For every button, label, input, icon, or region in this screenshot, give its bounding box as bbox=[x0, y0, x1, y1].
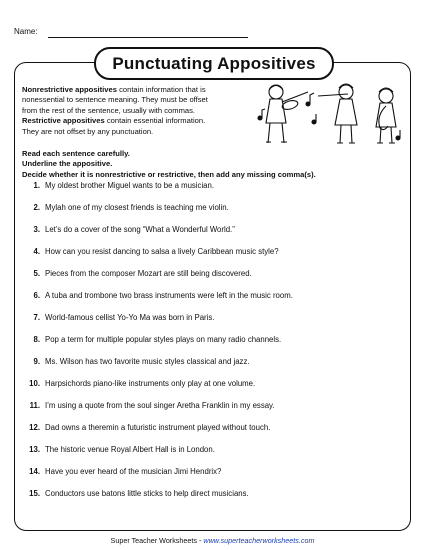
sentence-text: Dad owns a theremin a futuristic instrument played without touch. bbox=[45, 423, 271, 432]
page-title: Punctuating Appositives bbox=[112, 53, 316, 73]
title-banner bbox=[94, 47, 334, 80]
sentence-item bbox=[22, 203, 404, 212]
sentence-text: I’m using a quote from the soul singer Aretha Franklin in my essay. bbox=[45, 401, 275, 410]
sentence-text: Pieces from the composer Mozart are still being discovered. bbox=[45, 269, 252, 278]
item-number: 3. bbox=[33, 225, 40, 234]
sentence-text: World-famous cellist Yo-Yo Ma was born in Paris. bbox=[45, 313, 215, 322]
sentence-text: The historic venue Royal Albert Hall is in London. bbox=[45, 445, 215, 454]
item-number: 8. bbox=[33, 335, 40, 344]
item-number: 11. bbox=[29, 401, 40, 410]
sentence-item bbox=[22, 181, 404, 190]
footer bbox=[0, 536, 425, 545]
sentence-item bbox=[22, 401, 404, 410]
sentence-item bbox=[22, 467, 404, 476]
sentence-item bbox=[22, 357, 404, 366]
item-number: 12. bbox=[29, 423, 40, 432]
item-number: 15. bbox=[29, 489, 40, 498]
item-number: 7. bbox=[33, 313, 40, 322]
instruction-line: Underline the appositive. bbox=[22, 159, 113, 169]
sentence-text: Pop a term for multiple popular styles plays on many radio channels. bbox=[45, 335, 282, 344]
item-number: 2. bbox=[33, 203, 40, 212]
intro-text: from the rest of the sentence, usually with commas. bbox=[22, 105, 196, 115]
footer-link[interactable]: www.superteacherworksheets.com bbox=[203, 536, 315, 545]
sentence-text: Have you ever heard of the musician Jimi Hendrix? bbox=[45, 467, 222, 476]
item-number: 6. bbox=[33, 291, 40, 300]
sentence-item bbox=[22, 335, 404, 344]
nonrestrictive-term: Nonrestrictive appositives bbox=[22, 85, 117, 94]
sentence-text: Ms. Wilson has two favorite music styles classical and jazz. bbox=[45, 357, 250, 366]
saxophonist-icon bbox=[376, 88, 396, 143]
sentence-text: How can you resist dancing to salsa a lively Caribbean music style? bbox=[45, 247, 279, 256]
musicians-illustration bbox=[248, 78, 414, 148]
intro-text: contain essential information. bbox=[104, 116, 206, 126]
name-label: Name: bbox=[14, 27, 38, 36]
intro-text: They are not offset by any punctuation. bbox=[22, 126, 154, 136]
intro-text: contain information that is bbox=[116, 85, 206, 94]
sentence-text: Mylah one of my closest friends is teaching me violin. bbox=[45, 203, 229, 212]
sentence-item bbox=[22, 313, 404, 322]
intro-text: nonessential to sentence meaning. They must be offset bbox=[22, 95, 208, 105]
item-number: 14. bbox=[29, 467, 40, 476]
restrictive-term: Restrictive appositives bbox=[22, 116, 105, 126]
sentence-item bbox=[22, 247, 404, 256]
intro-paragraph bbox=[22, 85, 262, 137]
item-number: 1. bbox=[33, 181, 40, 190]
item-number: 13. bbox=[29, 445, 40, 454]
name-line[interactable] bbox=[48, 37, 248, 38]
instruction-line: Decide whether it is nonrestrictive or restrictive, then add any missing comma(s). bbox=[22, 169, 316, 179]
sentence-item bbox=[22, 489, 404, 498]
music-note-icon bbox=[258, 93, 400, 140]
sentence-item bbox=[22, 445, 404, 454]
sentence-item bbox=[22, 379, 404, 388]
footer-site-name: Super Teacher Worksheets - bbox=[110, 536, 204, 545]
sentence-text: Let’s do a cover of the song “What a Wonderful World.” bbox=[45, 225, 235, 234]
sentence-item bbox=[22, 291, 404, 300]
sentence-item bbox=[22, 269, 404, 278]
sentence-item bbox=[22, 225, 404, 234]
instructions bbox=[22, 149, 412, 180]
sentence-text: Harpsichords piano-like instruments only play at one volume. bbox=[45, 379, 256, 388]
item-number: 10. bbox=[29, 379, 40, 388]
item-number: 9. bbox=[33, 357, 40, 366]
sentence-text: A tuba and trombone two brass instruments were left in the music room. bbox=[45, 291, 293, 300]
instruction-line: Read each sentence carefully. bbox=[22, 149, 130, 158]
item-number: 5. bbox=[33, 269, 40, 278]
flutist-icon bbox=[318, 84, 357, 143]
sentence-text: Conductors use batons little sticks to help direct musicians. bbox=[45, 489, 249, 498]
item-number: 4. bbox=[33, 247, 40, 256]
sentence-item bbox=[22, 423, 404, 432]
sentence-text: My oldest brother Miguel wants to be a musician. bbox=[45, 181, 215, 190]
violinist-icon bbox=[266, 85, 308, 143]
